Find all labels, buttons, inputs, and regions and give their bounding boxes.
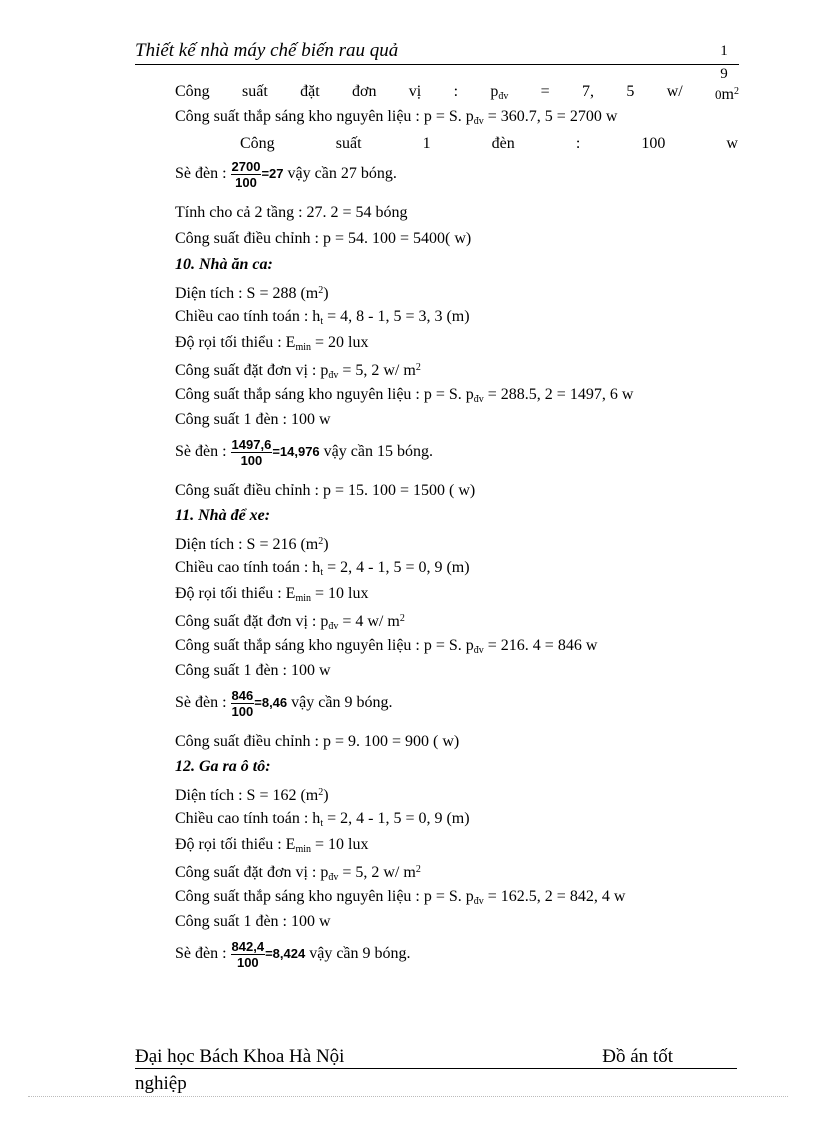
s10-lamp-count: Sè đèn : $\frac{1497,6}{100}$ =14,976 vậy cần 15 bóng. (175, 436, 433, 468)
lamp-count-fraction: $\frac{2700}{100}$ (231, 158, 261, 190)
unit-power-line: Công suất đặt đơn vị : $p_{đv}$ = 7, 5 w/ $0m^2$ (175, 83, 739, 103)
s10-area: Diện tích : S = 288 $(m^2)$ (175, 285, 329, 302)
s11-lamp-fraction: $\frac{846}{100}$ (231, 687, 254, 719)
s10-single-lamp: Công suất 1 đèn : 100 w (175, 411, 331, 428)
s11-single-lamp: Công suất 1 đèn : 100 w (175, 662, 331, 679)
lighting-power-line: Công suất thắp sáng kho nguyên liệu : p = S. $p_{đv} = 360.7$, 5 = 2700 w (175, 108, 618, 127)
s10-height: Chiều cao tính toán : $h_t = 4$, 8 - 1, 5 = 3, 3 (m) (175, 308, 470, 327)
s10-adjusted-power: Công suất điều chỉnh : p = 15. 100 = 1500 ( w) (175, 482, 476, 499)
page-footer (135, 1046, 737, 1095)
s12-height: Chiều cao tính toán : $h_t = 2$, 4 - 1, 5 = 0, 9 (m) (175, 810, 470, 829)
s12-area: Diện tích : S = 162 $(m^2)$ (175, 787, 329, 804)
s11-lighting-power: Công suất thắp sáng kho nguyên liệu : p = S. $p_{đv} = 216$. 4 = 846 w (175, 637, 598, 656)
footer-university: Đại học Bách Khoa Hà Nội (135, 1046, 345, 1067)
page-header (135, 40, 739, 82)
s10-illuminance: Độ rọi tối thiểu : $E_{min} = 20$ lux (175, 334, 369, 353)
header-title: Thiết kế nhà máy chế biến rau quả (135, 40, 399, 61)
s11-unit-power: Công suất đặt đơn vị : $p_{đv} = 4$ w/ $m^2$ (175, 613, 405, 632)
footer-project: Đồ án tốt (602, 1046, 673, 1067)
section-10-heading: 10. Nhà ăn ca: (175, 256, 273, 273)
two-floor-line: Tính cho cả 2 tầng : 27. 2 = 54 bóng (175, 204, 408, 221)
s12-illuminance: Độ rọi tối thiểu : $E_{min} = 10$ lux (175, 836, 369, 855)
s12-single-lamp: Công suất 1 đèn : 100 w (175, 913, 331, 930)
single-lamp-power-line: Công suất 1 đèn : 100 w (240, 135, 738, 152)
s11-height: Chiều cao tính toán : $h_t = 2$, 4 - 1, 5 = 0, 9 (m) (175, 559, 470, 578)
footer-continuation: nghiệp (135, 1073, 187, 1094)
s12-lamp-count: Sè đèn : $\frac{842,4}{100}$ =8,424 vậy cần 9 bóng. (175, 938, 411, 970)
page-number: 1 9 (720, 43, 728, 82)
s12-lamp-fraction: $\frac{842,4}{100}$ (231, 938, 265, 970)
s12-lighting-power: Công suất thắp sáng kho nguyên liệu : p = S. $p_{đv} = 162.5$, 2 = 842, 4 w (175, 888, 626, 907)
s11-lamp-count: Sè đèn : $\frac{846}{100}$ =8,46 vậy cần 9 bóng. (175, 687, 393, 719)
lamp-count-line: Sè đèn : $\frac{2700}{100}$ =27 vậy cần 27 bóng. (175, 158, 397, 190)
s12-unit-power: Công suất đặt đơn vị : $p_{đv} = 5$, 2 w/ $m^2$ (175, 864, 421, 883)
s10-unit-power: Công suất đặt đơn vị : $p_{đv} = 5$, 2 w/ $m^2$ (175, 362, 421, 381)
s10-lamp-fraction: $\frac{1497,6}{100}$ (231, 436, 272, 468)
s11-adjusted-power: Công suất điều chỉnh : p = 9. 100 = 900 ( w) (175, 733, 460, 750)
section-12-heading: 12. Ga ra ô tô: (175, 758, 271, 775)
s11-illuminance: Độ rọi tối thiểu : $E_{min} = 10$ lux (175, 585, 369, 604)
adjusted-power-line: Công suất điều chỉnh : p = 54. 100 = 5400( w) (175, 230, 472, 247)
s10-lighting-power: Công suất thắp sáng kho nguyên liệu : p = S. $p_{đv} = 288.5$, 2 = 1497, 6 w (175, 386, 634, 405)
page-bottom-divider (28, 1096, 788, 1097)
s11-area: Diện tích : S = 216 $(m^2)$ (175, 536, 329, 553)
section-11-heading: 11. Nhà để xe: (175, 507, 271, 524)
